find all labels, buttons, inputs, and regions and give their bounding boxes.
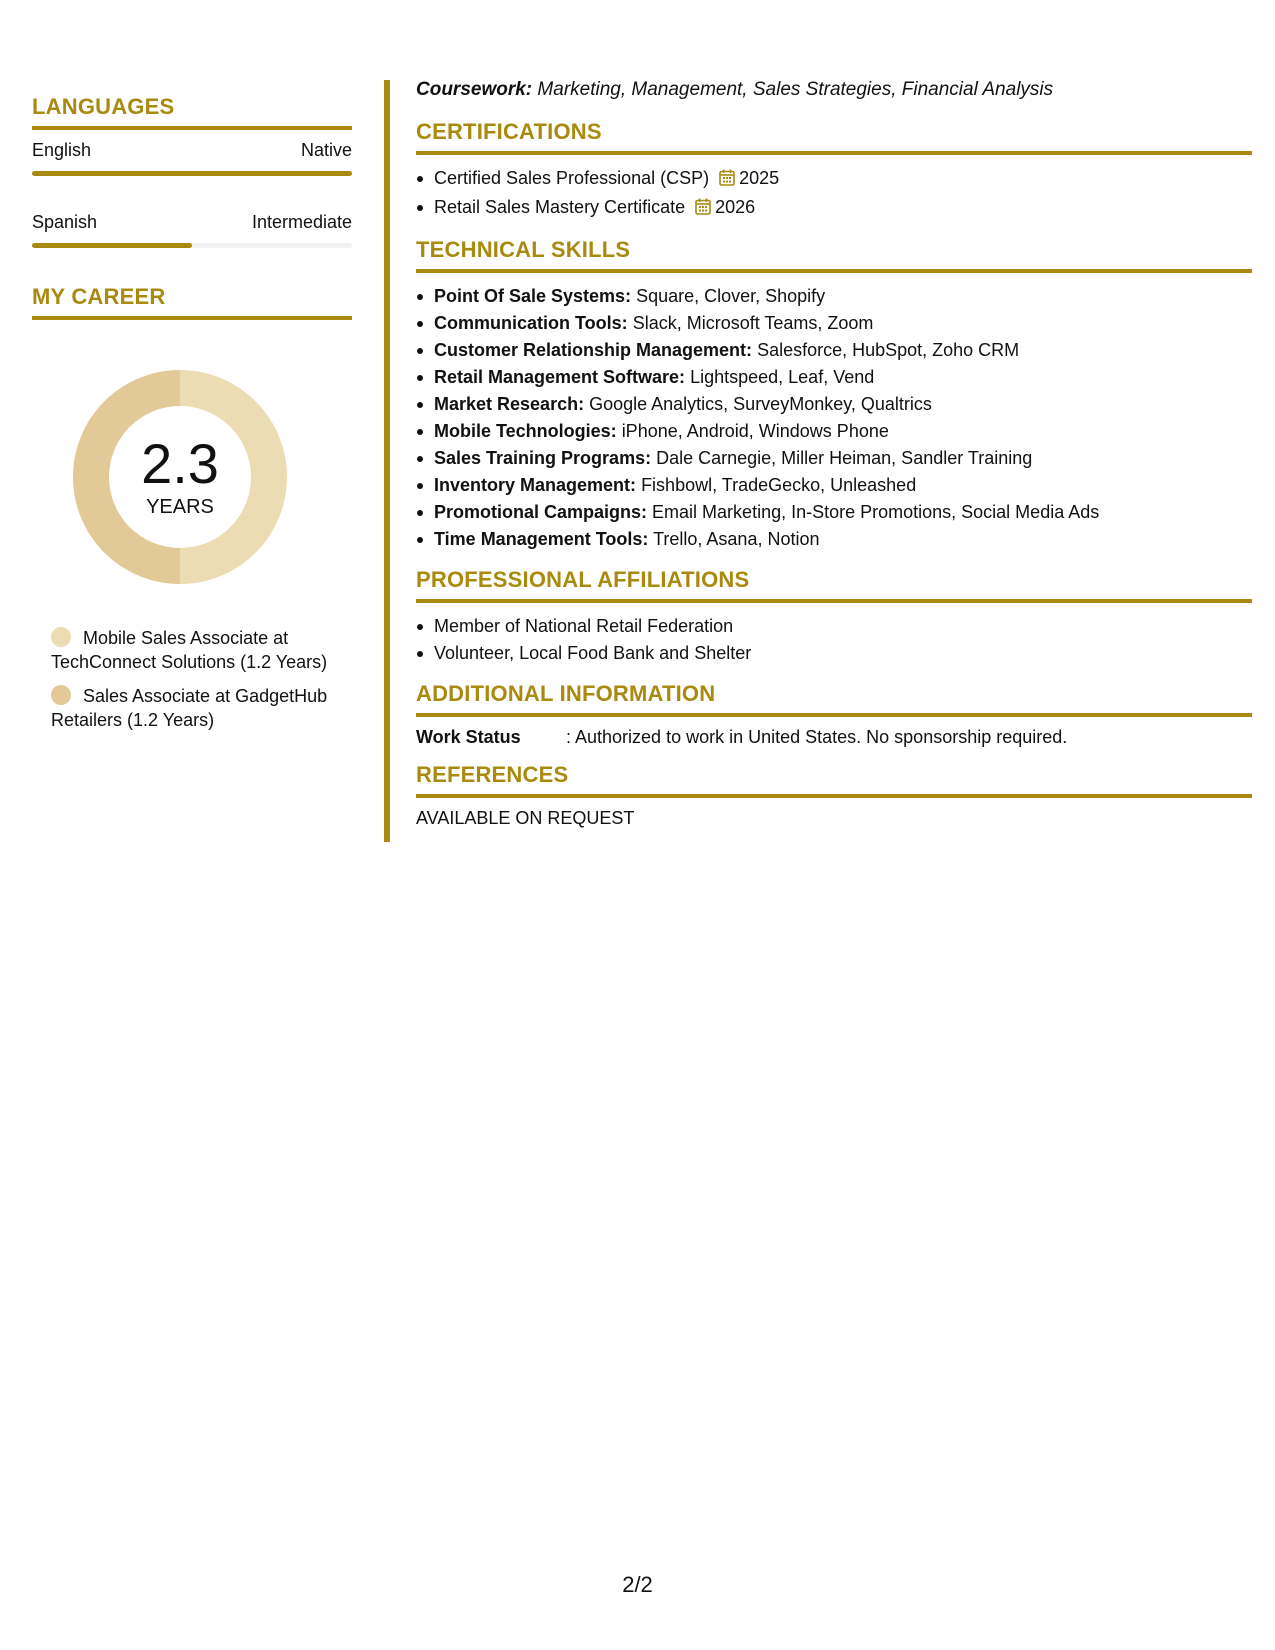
additional-info-section bbox=[416, 681, 1252, 748]
column-divider bbox=[384, 80, 390, 842]
skill-label: Communication Tools: bbox=[434, 313, 628, 333]
skill-label: Time Management Tools: bbox=[434, 529, 649, 549]
affiliations-list bbox=[416, 613, 1252, 667]
career-role-label: Mobile Sales Associate at TechConnect Solutions (1.2 Years) bbox=[51, 628, 328, 672]
career-total-unit: YEARS bbox=[146, 495, 214, 518]
coursework-label: Coursework: bbox=[416, 79, 533, 100]
certification-year: 2026 bbox=[715, 197, 756, 217]
language-proficiency-fill bbox=[32, 171, 352, 176]
career-total-value: 2.3 bbox=[141, 431, 219, 495]
certification-name: Retail Sales Mastery Certificate bbox=[434, 197, 686, 217]
skill-value: Trello, Asana, Notion bbox=[653, 529, 820, 549]
languages-title: LANGUAGES bbox=[32, 94, 352, 130]
technical-skills-section bbox=[416, 237, 1252, 553]
left-column bbox=[32, 94, 352, 742]
skill-item bbox=[416, 283, 1252, 310]
language-proficiency-bar bbox=[32, 243, 352, 248]
career-role-label: Sales Associate at GadgetHub Retailers (1.2 Years) bbox=[51, 686, 328, 730]
donut-center bbox=[67, 364, 293, 590]
technical-skills-title: TECHNICAL SKILLS bbox=[416, 237, 1252, 273]
coursework-line bbox=[416, 79, 1252, 101]
certifications-section bbox=[416, 119, 1252, 223]
skill-item bbox=[416, 472, 1252, 499]
certification-name: Certified Sales Professional (CSP) bbox=[434, 168, 710, 188]
skill-value: Lightspeed, Leaf, Vend bbox=[690, 367, 875, 387]
calendar-icon bbox=[719, 167, 735, 194]
calendar-icon bbox=[695, 196, 711, 223]
skill-item bbox=[416, 418, 1252, 445]
additional-info-title: ADDITIONAL INFORMATION bbox=[416, 681, 1252, 717]
language-item-english bbox=[32, 140, 352, 176]
career-legend bbox=[51, 626, 341, 732]
skill-item bbox=[416, 526, 1252, 553]
references-text: AVAILABLE ON REQUEST bbox=[416, 808, 635, 828]
skill-value: Google Analytics, SurveyMonkey, Qualtrics bbox=[589, 394, 932, 414]
work-status-row bbox=[416, 727, 1252, 748]
skill-value: Slack, Microsoft Teams, Zoom bbox=[632, 313, 874, 333]
skill-label: Retail Management Software: bbox=[434, 367, 686, 387]
skill-value: Salesforce, HubSpot, Zoho CRM bbox=[757, 340, 1020, 360]
skill-value: Square, Clover, Shopify bbox=[636, 286, 826, 306]
skill-label: Point Of Sale Systems: bbox=[434, 286, 632, 306]
skill-item bbox=[416, 391, 1252, 418]
skill-item bbox=[416, 337, 1252, 364]
language-name: English bbox=[32, 140, 92, 160]
affiliation-item: Volunteer, Local Food Bank and Shelter bbox=[416, 640, 1252, 667]
language-level: Native bbox=[300, 140, 352, 160]
right-column bbox=[416, 79, 1252, 843]
certifications-title: CERTIFICATIONS bbox=[416, 119, 1252, 155]
skill-label: Sales Training Programs: bbox=[434, 448, 652, 468]
career-legend-item bbox=[51, 626, 341, 674]
work-status-label: Work Status bbox=[416, 727, 521, 747]
affiliations-title: PROFESSIONAL AFFILIATIONS bbox=[416, 567, 1252, 603]
skill-value: Email Marketing, In-Store Promotions, Social Media Ads bbox=[652, 502, 1100, 522]
skill-item bbox=[416, 499, 1252, 526]
skill-value: iPhone, Android, Windows Phone bbox=[621, 421, 889, 441]
certification-item bbox=[416, 165, 1252, 194]
skill-item bbox=[416, 364, 1252, 391]
skill-item bbox=[416, 445, 1252, 472]
skill-label: Mobile Technologies: bbox=[434, 421, 617, 441]
legend-dot bbox=[51, 627, 71, 647]
skill-item bbox=[416, 310, 1252, 337]
career-legend-item bbox=[51, 684, 341, 732]
certification-year: 2025 bbox=[739, 168, 780, 188]
skill-label: Inventory Management: bbox=[434, 475, 637, 495]
skill-label: Market Research: bbox=[434, 394, 585, 414]
certifications-list bbox=[416, 165, 1252, 223]
language-name: Spanish bbox=[32, 212, 98, 232]
technical-skills-list bbox=[416, 283, 1252, 553]
language-item-spanish bbox=[32, 212, 352, 248]
coursework-value: Marketing, Management, Sales Strategies, Financial Analysis bbox=[537, 79, 1054, 100]
legend-dot bbox=[51, 685, 71, 705]
references-title: REFERENCES bbox=[416, 762, 1252, 798]
certification-item bbox=[416, 194, 1252, 223]
career-donut-chart bbox=[67, 364, 293, 590]
work-status-value: : Authorized to work in United States. No sponsorship required. bbox=[566, 727, 1068, 747]
skill-value: Dale Carnegie, Miller Heiman, Sandler Training bbox=[656, 448, 1033, 468]
skill-label: Promotional Campaigns: bbox=[434, 502, 648, 522]
language-level: Intermediate bbox=[251, 212, 352, 232]
career-title: MY CAREER bbox=[32, 284, 352, 320]
language-proficiency-bar bbox=[32, 171, 352, 176]
references-section bbox=[416, 762, 1252, 829]
page-number: 2/2 bbox=[622, 1572, 653, 1597]
affiliations-section bbox=[416, 567, 1252, 667]
skill-value: Fishbowl, TradeGecko, Unleashed bbox=[641, 475, 917, 495]
language-proficiency-fill bbox=[32, 243, 192, 248]
skill-label: Customer Relationship Management: bbox=[434, 340, 753, 360]
affiliation-item: Member of National Retail Federation bbox=[416, 613, 1252, 640]
